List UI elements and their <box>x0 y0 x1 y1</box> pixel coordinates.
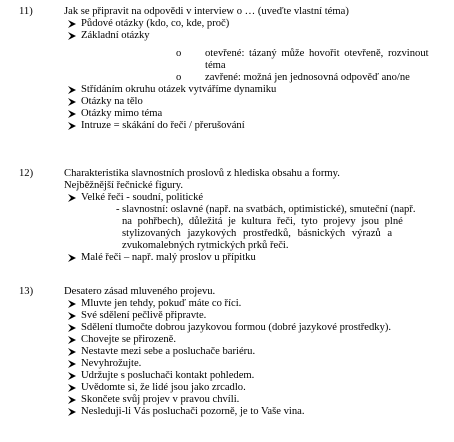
list-item: Mluvte jen tehdy, pokuď máte co říci. <box>64 298 454 310</box>
list-item: Půdové otázky (kdo, co, kde, proč) <box>64 18 454 30</box>
list-item: Intruze = skákání do řeči / přerušování <box>64 120 454 132</box>
arrow-bullet-icon <box>66 394 78 406</box>
list-item: Otázky mimo téma <box>64 108 454 120</box>
circle-bullet: o <box>176 72 182 83</box>
arrow-bullet-icon <box>66 84 78 96</box>
paragraph-line: zvukomalebných rytmických prků řeči. <box>122 240 289 251</box>
arrow-bullet-icon <box>66 346 78 358</box>
list-item: Udržujte s posluchači kontakt pohledem. <box>64 370 454 382</box>
arrow-bullet-icon <box>66 120 78 132</box>
arrow-bullet-icon <box>66 358 78 370</box>
list-item: Sdělení tlumočte dobrou jazykovou formou (dobré jazykové prostředky). <box>64 322 454 334</box>
section-number: 12) <box>19 168 34 179</box>
paragraph-line: stylizovaných jazykových prostředků, básnických výrazů a <box>122 228 393 239</box>
section-number: 13) <box>19 286 34 297</box>
list-item: Střídáním okruhu otázek vytváříme dynamiku <box>64 84 454 96</box>
sub-list-item-cont: téma <box>205 60 226 71</box>
list-item: Otázky na tělo <box>64 96 454 108</box>
list-item: Nestavte mezi sebe a posluchače bariéru. <box>64 346 454 358</box>
circle-bullet: o <box>176 48 182 59</box>
arrow-bullet-icon <box>66 322 78 334</box>
list-item: Chovejte se přirozeně. <box>64 334 454 346</box>
section-heading: Desatero zásad mluveného projevu. <box>64 286 216 297</box>
section-subheading: Nejběžnější řečnické figury. <box>64 180 184 191</box>
arrow-bullet-icon <box>66 298 78 310</box>
arrow-bullet-icon <box>66 30 78 42</box>
sub-list-item: o otevřené: tázaný může hovořit otevřeně, rozvinout <box>176 48 429 59</box>
arrow-bullet-icon <box>66 382 78 394</box>
list-item: Své sdělení pečlivě připravte. <box>64 310 454 322</box>
arrow-bullet-icon <box>66 252 78 264</box>
sub-list-item: o zavřené: možná jen jednosovná odpověď ano/ne <box>176 72 410 83</box>
list-item: Základní otázky <box>64 30 454 42</box>
list-item: Nesleduji-li Vás posluchači pozorně, je to Vaše vina. <box>64 406 454 418</box>
arrow-bullet-icon <box>66 96 78 108</box>
arrow-bullet-icon <box>66 108 78 120</box>
paragraph-line: na pohřbech), důležitá je kultura řeči, tyto projevy jsou plné <box>122 216 403 227</box>
arrow-bullet-icon <box>66 192 78 204</box>
list-item: Uvědomte si, že lidé jsou jako zrcadlo. <box>64 382 454 394</box>
section-heading: Jak se připravit na odpovědi v interview o … (uveďte vlastní téma) <box>64 6 349 17</box>
section-number: 11) <box>19 6 33 17</box>
list-item: Nevyhrožujte. <box>64 358 454 370</box>
arrow-bullet-icon <box>66 310 78 322</box>
arrow-bullet-icon <box>66 370 78 382</box>
list-item: Velké řeči - soudní, politické <box>64 192 454 204</box>
section-heading: Charakteristika slavnostních proslovů z hlediska obsahu a formy. <box>64 168 340 179</box>
list-item: Skončete svůj projev v pravou chvíli. <box>64 394 454 406</box>
list-item: Malé řeči – např. malý proslov u přípitku <box>64 252 454 264</box>
arrow-bullet-icon <box>66 406 78 418</box>
arrow-bullet-icon <box>66 334 78 346</box>
paragraph-line: - slavnostní: oslavné (např. na svatbách, optimistické), smuteční (např. <box>116 204 416 215</box>
arrow-bullet-icon <box>66 18 78 30</box>
